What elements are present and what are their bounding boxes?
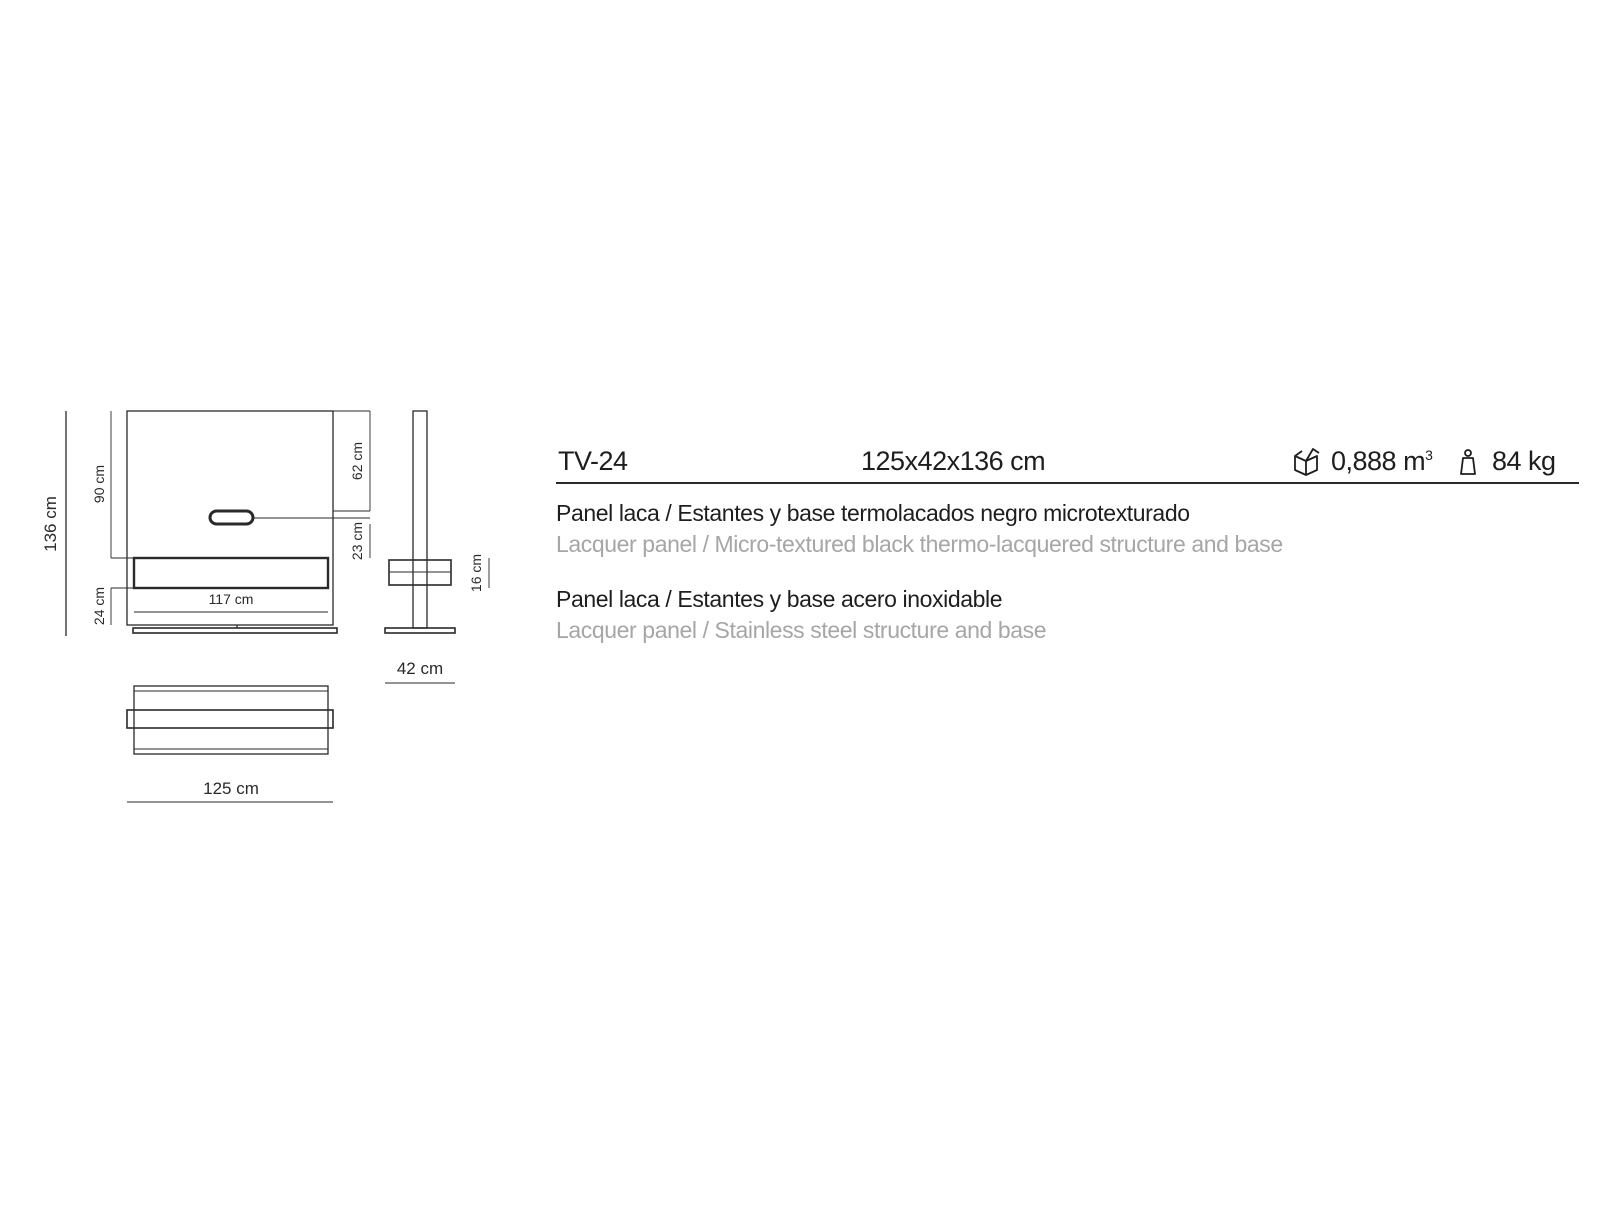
side-view — [385, 411, 489, 683]
front-shelf — [134, 558, 328, 588]
label-slot-to-shelf: 23 cm — [349, 521, 365, 561]
weight-icon — [1459, 448, 1477, 476]
header-divider — [556, 482, 1579, 484]
product-code: TV-24 — [558, 446, 628, 476]
front-base — [133, 628, 337, 633]
label-shelf-width: 117 cm — [208, 591, 254, 607]
product-dimensions: 125x42x136 cm — [861, 446, 1046, 476]
label-shelf-height: 16 cm — [468, 553, 484, 593]
product-weight: 84 kg — [1492, 446, 1556, 476]
finish-1-es: Panel laca / Estantes y base termolacados negro microtexturado — [556, 500, 1190, 526]
label-height-lower: 24 cm — [91, 586, 107, 626]
volume-value — [1331, 446, 1432, 477]
box-icon — [1292, 446, 1320, 478]
volume-exponent: 3 — [1425, 447, 1433, 463]
label-depth: 42 cm — [396, 659, 444, 678]
top-shelf — [127, 710, 333, 728]
finish-2-es: Panel laca / Estantes y base acero inoxidable — [556, 586, 1003, 612]
finish-1-en: Lacquer panel / Micro-textured black thermo-lacquered structure and base — [556, 531, 1283, 557]
label-slot-to-top: 62 cm — [349, 441, 365, 481]
label-height-total: 136 cm — [41, 496, 60, 552]
cable-slot — [210, 511, 253, 524]
label-width: 125 cm — [203, 779, 259, 798]
label-height-upper: 90 cm — [91, 464, 107, 504]
volume-number: 0,888 m — [1331, 446, 1426, 476]
side-panel — [413, 411, 427, 628]
finish-2-en: Lacquer panel / Stainless steel structure and base — [556, 617, 1047, 643]
side-base — [385, 628, 455, 633]
top-panel-outline — [134, 686, 328, 754]
